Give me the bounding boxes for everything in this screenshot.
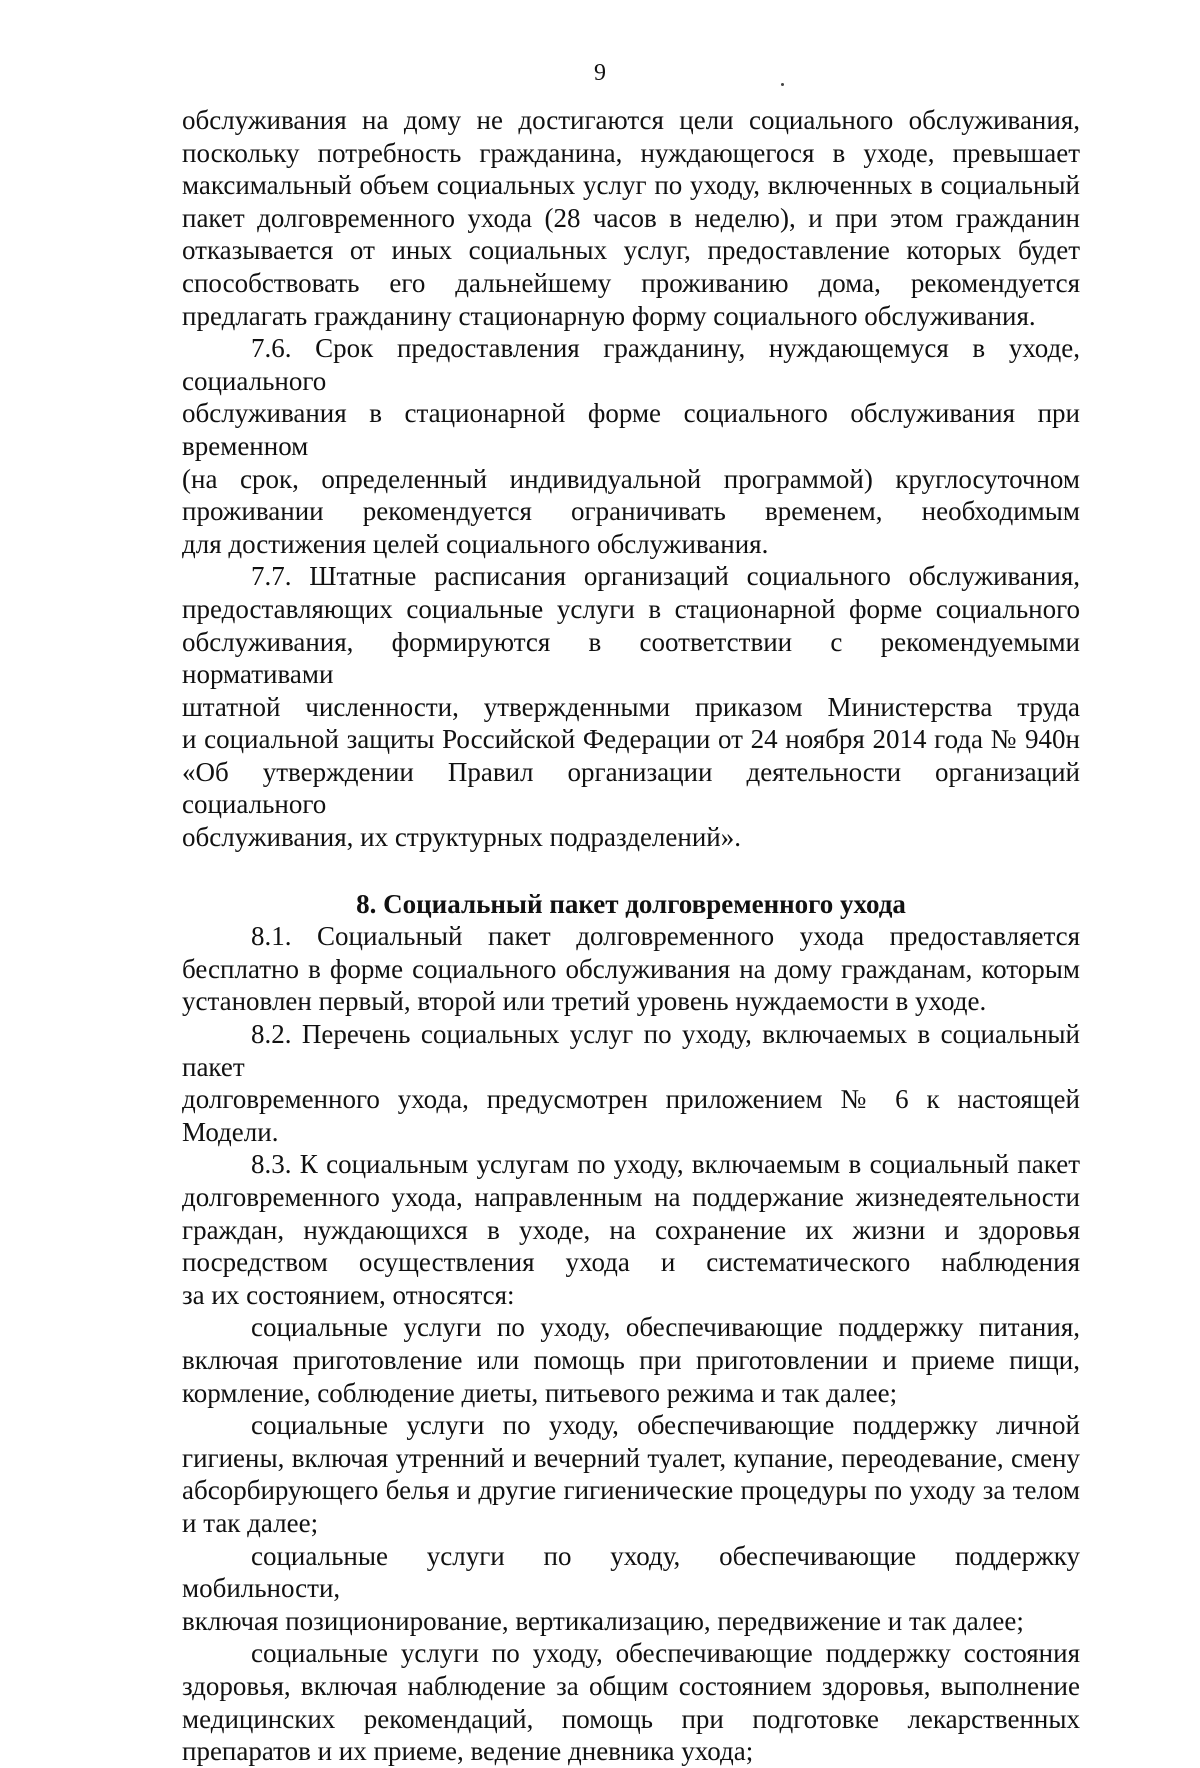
paragraph-7-7 [182, 560, 1080, 853]
text-line: абсорбирующего белья и другие гигиенические процедуры по уходу за телом [182, 1475, 1080, 1506]
paragraph-7-6 [182, 332, 1080, 560]
document-body [182, 104, 1080, 1768]
text-line: социальные услуги по уходу, обеспечивающие поддержку питания, [251, 1312, 1080, 1343]
text-line: долговременного ухода, предусмотрен приложением № 6 к настоящей Модели. [182, 1084, 1080, 1147]
list-item-health [182, 1637, 1080, 1767]
list-item-mobility [182, 1540, 1080, 1638]
text-line: препаратов и их приеме, ведение дневника ухода; [182, 1736, 754, 1767]
text-line: посредством осуществления ухода и систематического наблюдения [182, 1247, 1080, 1278]
text-line: обслуживания, формируются в соответствии с рекомендуемыми нормативами [182, 626, 1080, 690]
list-item-hygiene [182, 1409, 1080, 1539]
text-line: предлагать гражданину стационарную форму социального обслуживания. [182, 300, 1036, 331]
text-line: долговременного ухода, направленным на поддержание жизнедеятельности [182, 1182, 1080, 1212]
text-line: и социальной защиты Российской Федерации от 24 ноября 2014 года № 940н [182, 724, 1080, 755]
paragraph-8-2 [182, 1018, 1080, 1148]
text-line: социальные услуги по уходу, обеспечивающие поддержку личной [251, 1410, 1080, 1441]
text-line: обслуживания, их структурных подразделений». [182, 822, 741, 853]
text-line: граждан, нуждающихся в уходе, на сохранение их жизни и здоровья [182, 1214, 1080, 1245]
list-item-nutrition [182, 1311, 1080, 1409]
text-line: и так далее; [182, 1507, 319, 1538]
paragraph-continuation [182, 104, 1080, 332]
text-line: для достижения целей социального обслуживания. [182, 528, 769, 559]
text-line: (на срок, определенный индивидуальной программой) круглосуточном [182, 463, 1080, 494]
section-heading-8: 8. Социальный пакет долговременного ухода [356, 888, 906, 919]
text-line: включая приготовление или помощь при приготовлении и приеме пищи, [182, 1344, 1080, 1375]
text-line: максимальный объем социальных услуг по уходу, включенных в социальный [182, 170, 1080, 201]
text-line: 7.6. Срок предоставления гражданину, нуждающемуся в уходе, социального [182, 333, 1080, 396]
text-line: отказывается от иных социальных услуг, предоставление которых будет [182, 235, 1080, 266]
text-line: 7.7. Штатные расписания организаций социального обслуживания, [251, 561, 1080, 592]
text-line: бесплатно в форме социального обслуживания на дому гражданам, которым [182, 953, 1080, 984]
text-line: предоставляющих социальные услуги в стационарной форме социального [182, 593, 1080, 624]
text-line: кормление, соблюдение диеты, питьевого режима и так далее; [182, 1377, 898, 1408]
text-line: 8.1. Социальный пакет долговременного ухода предоставляется [251, 921, 1080, 952]
paragraph-8-1 [182, 920, 1080, 1018]
paragraph-8-3 [182, 1148, 1080, 1311]
text-line: поскольку потребность гражданина, нуждающегося в уходе, превышает [182, 137, 1080, 168]
text-line: обслуживания на дому не достигаются цели социального обслуживания, [182, 105, 1080, 135]
text-line: медицинских рекомендаций, помощь при подготовке лекарственных [182, 1703, 1080, 1734]
text-line: 8.2. Перечень социальных услуг по уходу, включаемых в социальный пакет [182, 1019, 1080, 1082]
page-number: 9 [594, 60, 606, 86]
text-line: обслуживания в стационарной форме социального обслуживания при временном [182, 398, 1080, 461]
text-line: штатной численности, утвержденными приказом Министерства труда [182, 691, 1080, 722]
text-line: социальные услуги по уходу, обеспечивающие поддержку мобильности, [182, 1540, 1080, 1604]
text-line: включая позиционирование, вертикализацию, передвижение и так далее; [182, 1605, 1024, 1636]
scan-speck [781, 83, 784, 86]
text-line: гигиены, включая утренний и вечерний туалет, купание, переодевание, смену [182, 1442, 1080, 1473]
text-line: здоровья, включая наблюдение за общим состоянием здоровья, выполнение [182, 1670, 1080, 1701]
text-line: за их состоянием, относятся: [182, 1279, 515, 1310]
text-line: «Об утверждении Правил организации деятельности организаций социального [182, 756, 1080, 820]
text-line: пакет долговременного ухода (28 часов в неделю), и при этом гражданин [182, 202, 1080, 233]
text-line: социальные услуги по уходу, обеспечивающие поддержку состояния [251, 1638, 1080, 1669]
text-line: 8.3. К социальным услугам по уходу, включаемым в социальный пакет [251, 1149, 1080, 1180]
text-line: способствовать его дальнейшему проживанию дома, рекомендуется [182, 267, 1080, 298]
text-line: установлен первый, второй или третий уровень нуждаемости в уходе. [182, 986, 987, 1017]
text-line: проживании рекомендуется ограничивать временем, необходимым [182, 496, 1080, 527]
